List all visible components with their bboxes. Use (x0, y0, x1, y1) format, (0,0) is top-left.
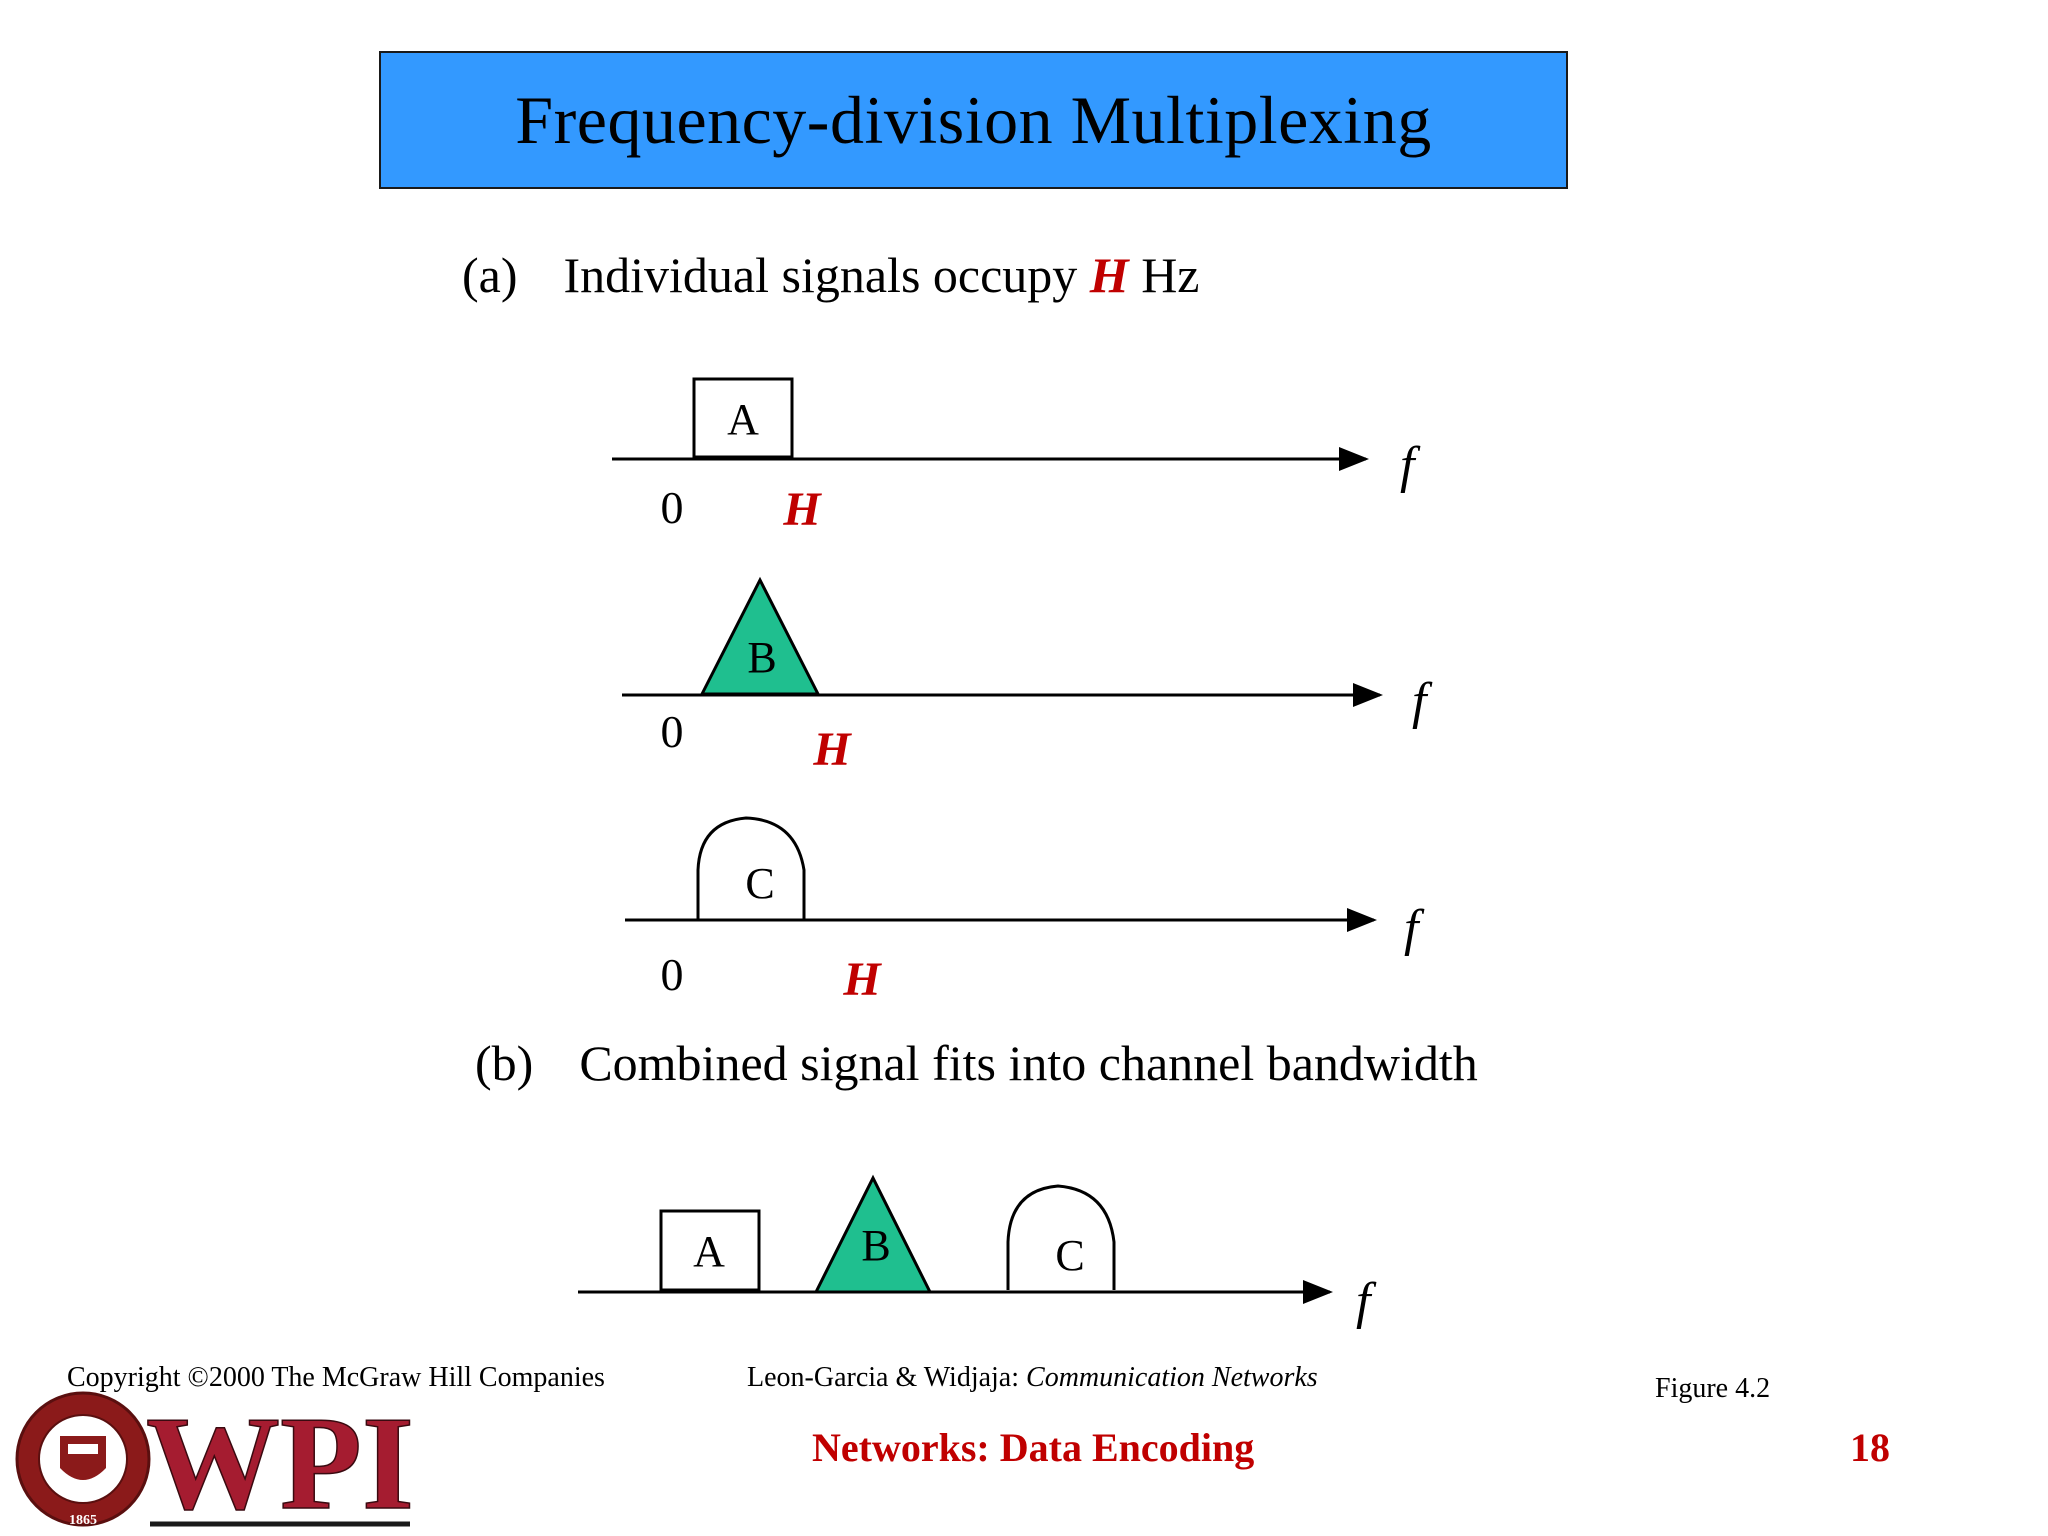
combined-a-label: A (693, 1227, 725, 1276)
axis-c-f-label: f (1404, 900, 1419, 957)
combined-b-label: B (861, 1221, 891, 1270)
row-combined (578, 1178, 1377, 1330)
wpi-seal-book-icon (68, 1444, 98, 1454)
axis-b-h: H (813, 723, 851, 776)
part-a-text: Individual signals occupy (563, 247, 1078, 303)
slide-title: Frequency-division Multiplexing (515, 81, 1432, 158)
axis-a-f-label: f (1400, 437, 1415, 494)
wpi-seal-year: 1865 (69, 1513, 97, 1528)
axis-b-f-label: f (1412, 673, 1427, 730)
row-b (622, 580, 1433, 776)
footer-book-title: Communication Networks (1026, 1362, 1318, 1393)
axis-c-h: H (843, 953, 881, 1006)
wpi-logo (17, 1389, 414, 1536)
axis-b-zero: 0 (660, 706, 684, 757)
axis-a-h: H (783, 483, 821, 536)
part-a-h-var: H (1089, 247, 1129, 303)
footer-book-credit (747, 1362, 1318, 1394)
wpi-logo-text: WPI (146, 1389, 414, 1536)
page-number: 18 (1850, 1425, 1890, 1470)
signal-c-label: C (745, 859, 775, 908)
combined-c-label: C (1055, 1231, 1085, 1280)
figure-label: Figure 4.2 (1655, 1373, 1771, 1404)
part-b-text: Combined signal fits into channel bandwidth (579, 1035, 1478, 1091)
wpi-seal-shield (60, 1436, 106, 1480)
row-a (612, 379, 1421, 536)
part-a-unit: Hz (1141, 247, 1200, 303)
combined-axis-f-label: f (1356, 1273, 1371, 1330)
signal-b-label: B (747, 633, 777, 682)
axis-a-zero: 0 (660, 482, 684, 533)
footer-course-title: Networks: Data Encoding (812, 1425, 1255, 1470)
footer-authors: Leon-Garcia & Widjaja: (747, 1362, 1020, 1393)
row-c (625, 818, 1425, 1006)
signal-a-label: A (727, 395, 759, 444)
axis-c-zero: 0 (660, 949, 684, 1000)
part-a-letter: (a) (462, 247, 518, 303)
part-b-letter: (b) (475, 1035, 534, 1091)
footer-copyright: Copyright ©2000 The McGraw Hill Companies (67, 1362, 605, 1393)
